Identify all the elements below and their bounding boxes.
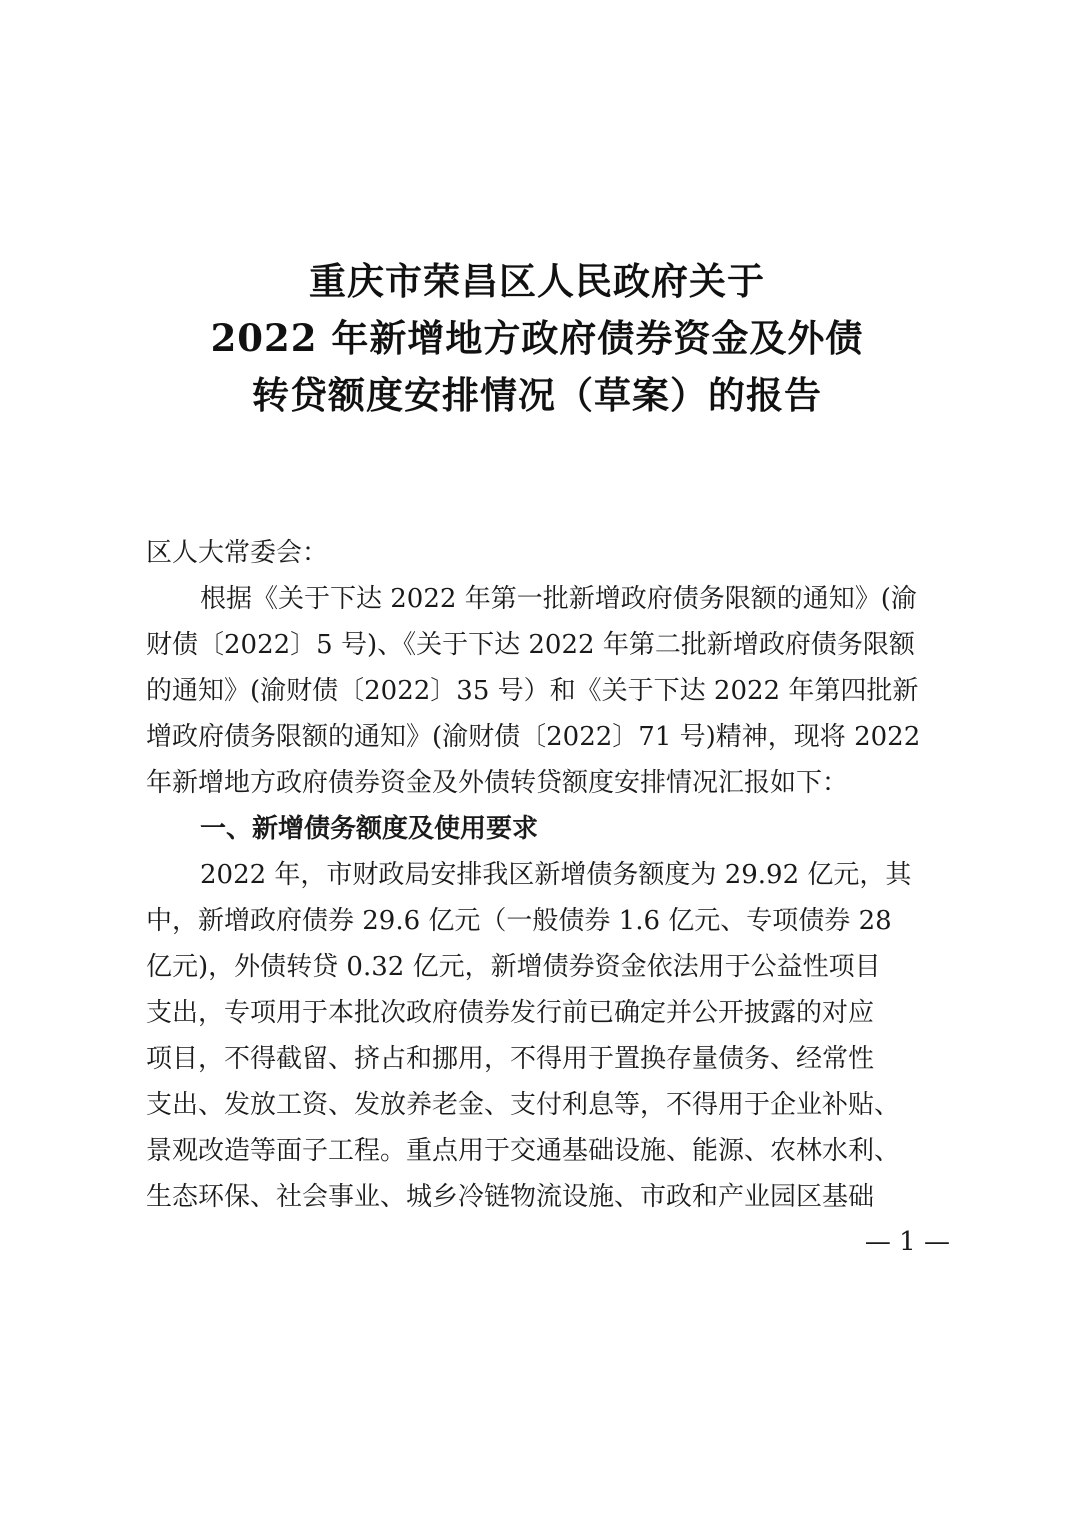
paragraph-2-line: 支出、发放工资、发放养老金、支付利息等，不得用于企业补贴、 bbox=[146, 1090, 901, 1120]
paragraph-2-line: 亿元)，外债转贷 0.32 亿元，新增债券资金依法用于公益性项目 bbox=[146, 952, 881, 982]
paragraph-2-line: 景观改造等面子工程。重点用于交通基础设施、能源、农林水利、 bbox=[146, 1136, 901, 1166]
salutation: 区人大常委会： bbox=[146, 538, 329, 568]
document-body bbox=[146, 530, 946, 1220]
page-number: — 1 — bbox=[864, 1227, 950, 1257]
title-line-1: 重庆市荣昌区人民政府关于 bbox=[309, 259, 765, 303]
paragraph-1-line: 财债〔2022〕5 号)、《关于下达 2022 年第二批新增政府债务限额 bbox=[146, 630, 915, 660]
title-line-3: 转贷额度安排情况（草案）的报告 bbox=[252, 373, 822, 417]
paragraph-1-line: 根据《关于下达 2022 年第一批新增政府债务限额的通知》(渝 bbox=[200, 584, 917, 614]
title-line-2: 2022 年新增地方政府债券资金及外债 bbox=[210, 316, 864, 360]
paragraph-2-line: 项目，不得截留、挤占和挪用，不得用于置换存量债务、经常性 bbox=[146, 1044, 875, 1074]
paragraph-2-line: 2022 年，市财政局安排我区新增债务额度为 29.92 亿元，其 bbox=[200, 860, 912, 890]
paragraph-2-line: 中，新增政府债券 29.6 亿元（一般债券 1.6 亿元、专项债券 28 bbox=[146, 906, 892, 936]
section-1-heading: 一、新增债务额度及使用要求 bbox=[200, 814, 539, 844]
paragraph-2-line: 生态环保、社会事业、城乡冷链物流设施、市政和产业园区基础 bbox=[146, 1182, 875, 1212]
paragraph-1-line: 年新增地方政府债券资金及外债转贷额度安排情况汇报如下： bbox=[146, 768, 849, 798]
paragraph-2-line: 支出，专项用于本批次政府债券发行前已确定并公开披露的对应 bbox=[146, 998, 875, 1028]
paragraph-1-line: 增政府债务限额的通知》(渝财债〔2022〕71 号)精神，现将 2022 bbox=[146, 722, 921, 752]
paragraph-1-line: 的通知》(渝财债〔2022〕35 号）和《关于下达 2022 年第四批新 bbox=[146, 676, 919, 706]
document-title bbox=[0, 253, 1074, 424]
